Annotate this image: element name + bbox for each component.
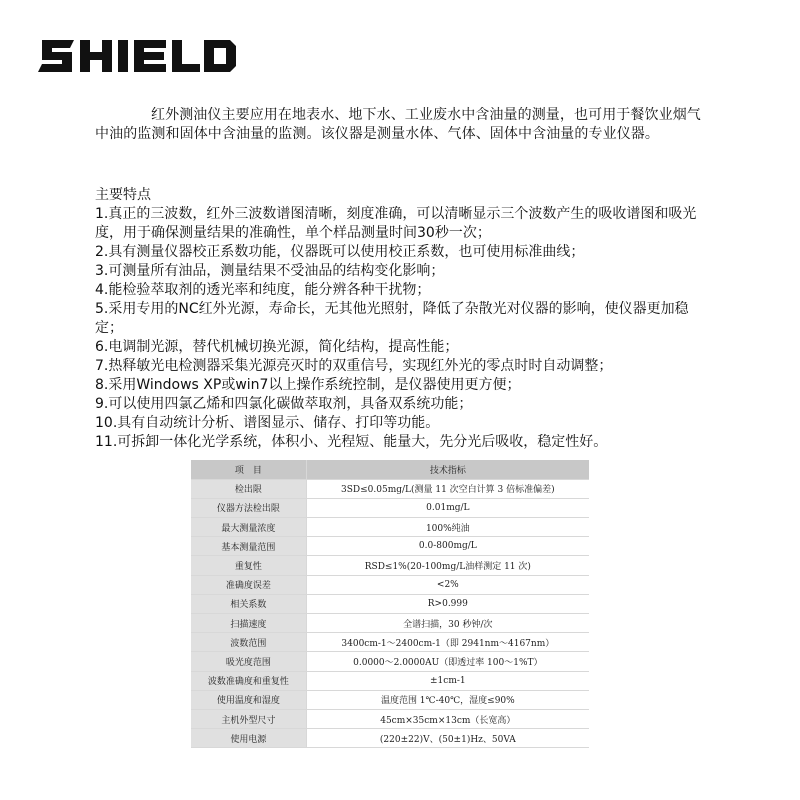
table-row: [191, 537, 589, 556]
table-row: [191, 614, 589, 633]
row-label: 重复性: [191, 556, 306, 575]
feature-item: 1.真正的三波数，红外三波数谱图清晰，刻度准确，可以清晰显示三个波数产生的吸收谱图和吸光度，用于确保测量结果的准确性，单个样品测量时间30秒一次；: [95, 206, 697, 241]
row-value: 3SD≤0.05mg/L(测量 11 次空白计算 3 倍标准偏差): [306, 479, 589, 498]
row-value: 0.0-800mg/L: [306, 537, 589, 556]
row-value: 温度范围 1℃-40℃，湿度≤90%: [306, 690, 589, 709]
row-value: ±1cm-1: [306, 671, 589, 690]
row-label: 波数准确度和重复性: [191, 671, 306, 690]
row-label: 相关系数: [191, 594, 306, 613]
row-label: 扫描速度: [191, 614, 306, 633]
row-label: 最大测量浓度: [191, 518, 306, 537]
feature-item: 2.具有测量仪器校正系数功能，仪器既可以使用校正系数，也可使用标准曲线；: [95, 244, 585, 260]
row-label: 仪器方法检出限: [191, 498, 306, 517]
row-label: 吸光度范围: [191, 652, 306, 671]
row-label: 基本测量范围: [191, 537, 306, 556]
row-value: 45cm×35cm×13cm（长宽高）: [306, 709, 589, 728]
feature-item: 4.能检验萃取剂的透光率和纯度，能分辨各种干扰物；: [95, 282, 431, 298]
table-row: [191, 594, 589, 613]
feature-item: 7.热释敏光电检测器采集光源亮灭时的双重信号，实现红外光的零点时时自动调整；: [95, 358, 613, 374]
row-label: 使用温度和湿度: [191, 690, 306, 709]
row-value: R>0.999: [306, 594, 589, 613]
intro-paragraph: [95, 106, 710, 144]
row-value: 100%纯油: [306, 518, 589, 537]
table-row: [191, 690, 589, 709]
table-row: [191, 633, 589, 652]
table-row: [191, 556, 589, 575]
features-heading: 主要特点: [95, 187, 151, 203]
row-label: 主机外型尺寸: [191, 709, 306, 728]
feature-item: 10.具有自动统计分析、谱图显示、储存、打印等功能。: [95, 415, 440, 431]
feature-item: 3.可测量所有油品，测量结果不受油品的结构变化影响；: [95, 263, 445, 279]
features-section: [95, 186, 710, 452]
feature-item: 6.电调制光源，替代机械切换光源，简化结构，提高性能；: [95, 339, 459, 355]
table-row: [191, 709, 589, 728]
feature-item: 9.可以使用四氯乙烯和四氯化碳做萃取剂，具备双系统功能；: [95, 396, 473, 412]
row-value: 全谱扫描，30 秒钟/次: [306, 614, 589, 633]
row-value: 0.01mg/L: [306, 498, 589, 517]
feature-item: 11.可拆卸一体化光学系统，体积小、光程短、能量大，先分光后吸收，稳定性好。: [95, 434, 608, 450]
spec-table: [191, 460, 589, 748]
table-row: [191, 652, 589, 671]
header-spec: 技术指标: [306, 460, 589, 479]
row-value: 3400cm-1～2400cm-1（即 2941nm～4167nm）: [306, 633, 589, 652]
row-label: 准确度误差: [191, 575, 306, 594]
table-row: [191, 575, 589, 594]
row-value: (220±22)V、(50±1)Hz、50VA: [306, 729, 589, 748]
table-header-row: [191, 460, 589, 479]
feature-item: 5.采用专用的NC红外光源，寿命长，无其他光照射，降低了杂散光对仪器的影响，使仪器更加稳定；: [95, 301, 689, 336]
row-value: RSD≤1%(20-100mg/L油样测定 11 次): [306, 556, 589, 575]
row-label: 检出限: [191, 479, 306, 498]
feature-item: 8.采用Windows XP或win7以上操作系统控制，是仪器使用更方便；: [95, 377, 521, 393]
header-item: 项 目: [191, 460, 306, 479]
table-row: [191, 671, 589, 690]
row-value: <2%: [306, 575, 589, 594]
row-label: 使用电源: [191, 729, 306, 748]
intro-text: 红外测油仪主要应用在地表水、地下水、工业废水中含油量的测量，也可用于餐饮业烟气中油的监测和固体中含油量的监测。该仪器是测量水体、气体、固体中含油量的专业仪器。: [95, 107, 701, 142]
table-row: [191, 729, 589, 748]
table-row: [191, 479, 589, 498]
row-value: 0.0000～2.0000AU（即透过率 100～1%T）: [306, 652, 589, 671]
shield-logo: [38, 36, 238, 76]
table-row: [191, 518, 589, 537]
table-row: [191, 498, 589, 517]
row-label: 波数范围: [191, 633, 306, 652]
shield-logo-graphic: [38, 36, 238, 76]
